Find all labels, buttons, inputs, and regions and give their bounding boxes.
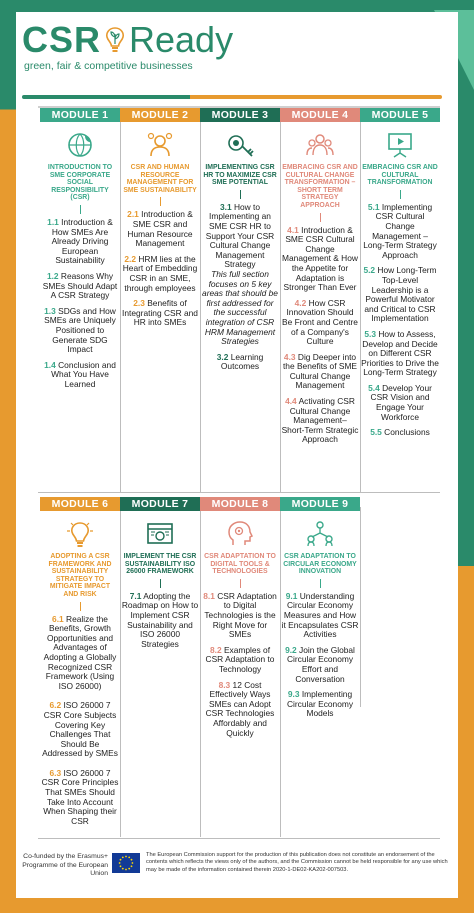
topic-item: 4.1 Introduction & SME CSR Cultural Change Management & How the Appetite for Adaptation is Stronger Than Ever (282, 224, 358, 293)
module-separator (240, 190, 241, 199)
topic-item: 1.1 Introduction & How SMEs Are Already Driving European Sustainability (47, 216, 113, 266)
topic-item: 8.2 Examples of CSR Adaptation to Technology (205, 644, 275, 674)
module-title: EMBRACING CSR AND CULTURAL CHANGE TRANSFORMATION – SHORT TERM STRATEGY APPROACH (282, 164, 358, 209)
module-separator (240, 579, 241, 588)
frame-right-bar (458, 0, 474, 913)
topic-item: 5.3 How to Assess, Develop and Decide on Different CSR Priorities to Drive the Long-Term Strategy (361, 328, 439, 378)
module-separator (160, 197, 161, 206)
module-tab: MODULE 7 (120, 497, 200, 511)
bottom-bar (0, 898, 474, 913)
module-1 (40, 108, 120, 395)
frame-top-bar (0, 0, 474, 12)
module-title: CSR ADAPTATION TO DIGITAL TOOLS & TECHNOLOGIES (204, 553, 276, 576)
logo-ready-text: Ready (129, 19, 234, 60)
module-title: CSR AND HUMAN RESOURCE MANAGEMENT FOR SME SUSTAINABILITY (123, 164, 197, 194)
topic-item: 6.3 ISO 26000 7 CSR Core Principles That SMEs Should Take Into Account When Shaping their CSR (41, 767, 119, 826)
row-divider (38, 492, 440, 493)
topic-item: 2.1 Introduction & SME CSR and Human Resource Management (127, 209, 193, 249)
module-9 (280, 497, 360, 725)
people-group-icon (280, 128, 360, 162)
topic-item: 9.2 Join the Global Circular Economy Effort and Conversation (285, 644, 355, 684)
topic-item: 5.1 Implementing CSR Cultural Change Management – Long-Term Strategy Approach (363, 201, 437, 260)
topic-note: This full section focuses on 5 key areas that should be first addressed for the successful integration of CSR HRM Management Strategies (202, 268, 278, 347)
module-tab: MODULE 2 (120, 108, 200, 122)
topic-item: 9.1 Understanding Circular Economy Measures and How it Encapsulates CSR Activities (281, 590, 359, 640)
module-4 (280, 108, 360, 451)
globe-leaf-icon (40, 128, 120, 162)
module-tab: MODULE 8 (200, 497, 280, 511)
disclaimer-text: The European Commission support for the production of this publication does not constitute an endorsement of the contents which reflects the views only of the authors, and the Commission cannot be held responsible for any use which may be made of the information contained therein 2020-1-DE02-KA202-007503. (146, 852, 448, 873)
browser-window-icon (120, 517, 200, 551)
key-gear-icon (200, 128, 280, 162)
topic-item: 5.2 How Long-Term Top-Level Leadership is a Powerful Motivator and Critical to CSR Implementation (363, 265, 437, 324)
module-tab: MODULE 6 (40, 497, 120, 511)
topic-item: 6.2 ISO 26000 7 CSR Core Subjects Covering Key Challenges That Should Be Addressed by SMEs (42, 700, 118, 759)
topic-item: 8.3 12 Cost Effectively Ways SMEs can Adopt CSR Technologies Affordably and Quickly (205, 679, 275, 738)
module-title: IMPLEMENT THE CSR SUSTAINABILITY ISO 26000 FRAMEWORK (123, 553, 197, 576)
topic-item: 1.2 Reasons Why SMEs Should Adapt A CSR Strategy (42, 270, 118, 301)
module-tab: MODULE 4 (280, 108, 360, 122)
module-title: ADOPTING A CSR FRAMEWORK AND SUSTAINABILITY STRATEGY TO MITIGATE IMPACT AND RISK (48, 553, 112, 598)
network-people-icon (280, 517, 360, 551)
topic-item: 1.3 SDGs and How SMEs are Uniquely Positioned to Generate SDG Impact (44, 305, 116, 355)
module-separator (160, 579, 161, 588)
topic-item: 8.1 CSR Adaptation to Digital Technologies is the Right Move for SMEs (203, 590, 277, 640)
person-gears-icon (120, 128, 200, 162)
topic-item: 9.3 Implementing Circular Economy Models (286, 689, 354, 719)
tagline: green, fair & competitive businesses (24, 60, 193, 72)
module-title: CSR ADAPTATION TO CIRCULAR ECONOMY INNOVATION (283, 553, 357, 576)
topic-item: 4.3 Dig Deeper into the Benefits of SME Cultural Change Management (282, 351, 358, 391)
module-separator (80, 205, 81, 214)
eu-flag-icon (112, 853, 140, 873)
module-tab: MODULE 9 (280, 497, 360, 511)
row-divider (38, 838, 440, 839)
module-separator (320, 213, 321, 222)
header-stripe (22, 95, 442, 99)
module-8 (200, 497, 280, 744)
topic-item: 2.3 Benefits of Integrating CSR and HR into SMEs (122, 298, 198, 328)
module-title: IMPLEMENTING CSR HR TO MAXIMIZE CSR SME POTENTIAL (203, 164, 277, 187)
module-6 (40, 497, 120, 832)
logo-csr-text: CSR (22, 19, 102, 60)
head-gears-icon (200, 517, 280, 551)
module-2 (120, 108, 200, 334)
module-separator (400, 190, 401, 199)
logo (22, 19, 234, 60)
divider-line (360, 507, 361, 707)
module-separator (320, 579, 321, 588)
module-7 (120, 497, 200, 655)
module-separator (80, 602, 81, 611)
module-tab: MODULE 3 (200, 108, 280, 122)
frame-left-bar (0, 0, 16, 913)
topic-item: 7.1 Adopting the Roadmap on How to Implement CSR Sustainability and ISO 26000 Strategies (121, 590, 199, 649)
lightbulb-icon (40, 517, 120, 551)
topic-item: 3.2 Learning Outcomes (216, 351, 264, 372)
topic-item: 6.1 Realize the Benefits, Growth Opportunities and Advantages of Adopting a Globally Recognized CSR Framework (Using ISO 26000) (43, 613, 117, 691)
topic-item: 2.2 HRM lies at the Heart of Embedding CSR in an SME, through employees (122, 253, 198, 293)
module-5 (360, 108, 440, 444)
module-title: INTRODUCTION TO SME CORPORATE SOCIAL RESPONSIBILITY (CSR) (47, 164, 113, 202)
header (22, 19, 234, 72)
topic-item: 5.4 Develop Your CSR Vision and Engage Your Workforce (368, 382, 432, 422)
cofunded-text: Co-funded by the Erasmus+ Programme of the European Union (22, 853, 108, 877)
module-title: EMBRACING CSR AND CULTURAL TRANSFORMATION (362, 164, 438, 187)
lightbulb-leaf-icon (104, 25, 126, 55)
topic-item: 3.1 How to Implementing an SME CSR HR to Support Your CSR Cultural Change Management Strategy This full section focuses on 5 key areas that should be first addressed for the successful integration of CSR HRM Management Strategies (202, 201, 278, 347)
footer (16, 848, 458, 898)
topic-item: 1.4 Conclusion and What You Have Learned (44, 359, 116, 389)
module-3 (200, 108, 280, 378)
module-tab: MODULE 1 (40, 108, 120, 122)
topic-item: 4.2 How CSR Innovation Should Be Front and Centre of a Company's Culture (282, 297, 358, 347)
presentation-board-icon (360, 128, 440, 162)
module-tab: MODULE 5 (360, 108, 440, 122)
topic-item: 4.4 Activating CSR Cultural Change Management– Short-Term Strategic Approach (281, 396, 359, 445)
topic-item: 5.5 Conclusions (370, 427, 430, 438)
